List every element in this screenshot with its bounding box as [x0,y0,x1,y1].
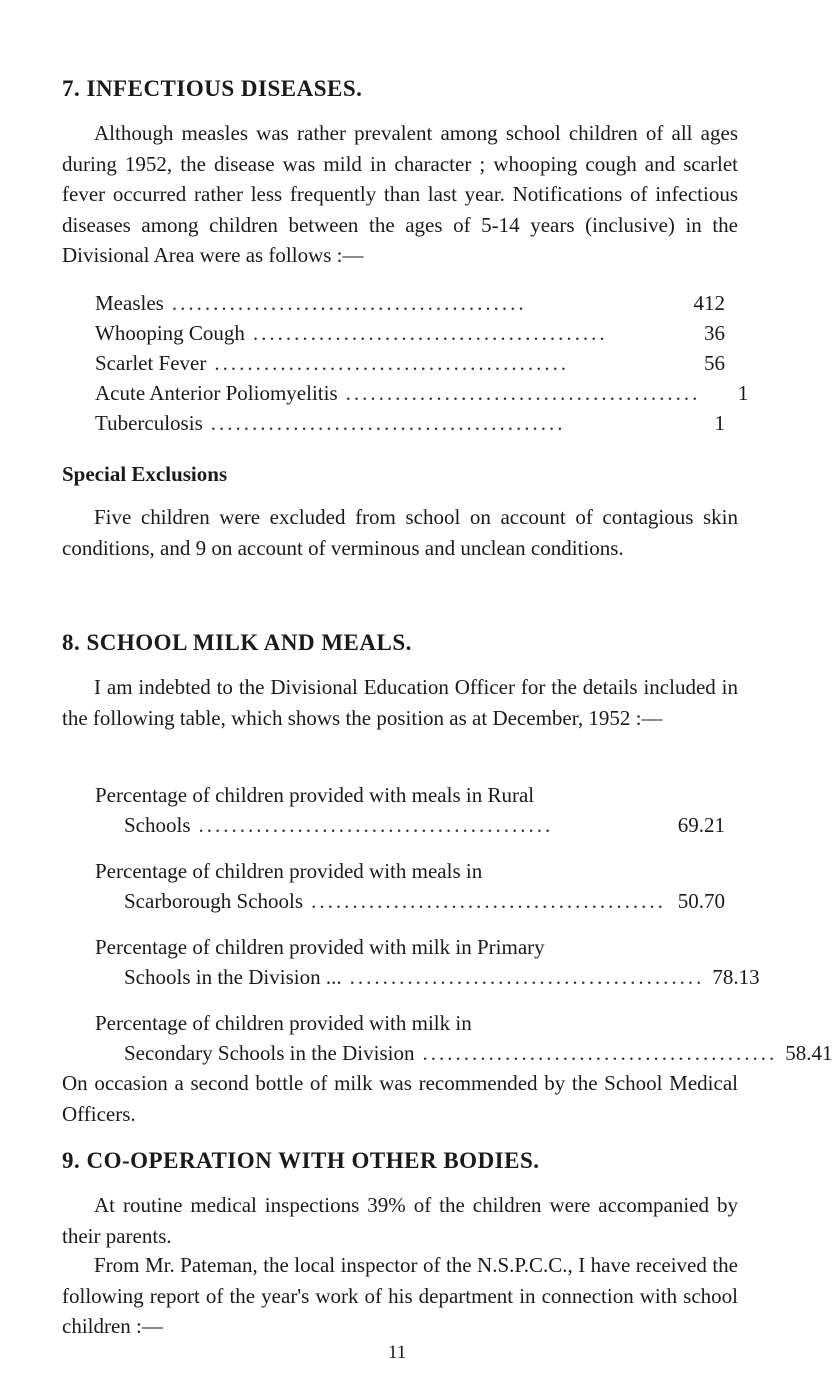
item-text-line2: Schools [124,813,191,837]
section-7-heading: 7. INFECTIOUS DISEASES. [62,76,363,101]
page-number: 11 [388,1342,407,1363]
list-item [95,1008,832,1068]
disease-name: Scarlet Fever [95,351,207,375]
section-9-heading: 9. CO-OPERATION WITH OTHER BODIES. [62,1148,540,1173]
disease-count: 36 [704,321,725,345]
leader-dots: ........................................... [349,965,705,989]
disease-count: 1 [714,411,725,435]
disease-name: Acute Anterior Poliomyelitis [95,381,338,405]
item-text-line1: Percentage of children provided with milk in Primary [95,935,545,959]
table-row [95,348,725,378]
item-percentage: 69.21 [677,813,725,837]
disease-count: 56 [704,351,725,375]
item-percentage: 78.13 [712,965,760,989]
table-row [95,318,725,348]
item-percentage: 50.70 [677,889,725,913]
disease-name: Tuberculosis [95,411,203,435]
item-percentage: 58.41 [785,1041,832,1065]
section-9-para-1: At routine medical inspections 39% of the children were accompanied by their parents. [62,1193,738,1248]
list-item [95,856,725,916]
table-row [95,378,749,408]
list-item [95,932,760,992]
item-text-line2: Secondary Schools in the Division [124,1041,415,1065]
table-row [95,408,725,438]
leader-dots: ........................................... [422,1041,778,1065]
item-text-line2: Schools in the Division ... [124,965,342,989]
item-text-line1: Percentage of children provided with milk in [95,1011,472,1035]
list-item [95,780,725,840]
leader-dots: ........................................... [345,381,701,405]
disease-count: 1 [737,381,749,405]
section-8-heading: 8. SCHOOL MILK AND MEALS. [62,630,412,655]
special-exclusions-text: Five children were excluded from school on account of contagious skin conditions, and 9 on account of verminous and unclean conditions. [62,505,738,560]
item-text-line1: Percentage of children provided with meals in Rural [95,783,535,807]
disease-name: Measles [95,291,164,315]
section-8-intro: I am indebted to the Divisional Education Officer for the details included in the following table, which shows the position as at December, 1952 :— [62,675,738,730]
section-7-intro: Although measles was rather prevalent among school children of all ages during 1952, the disease was mild in character ; whooping cough and scarlet fever occurred rather less frequently than last year. Notifications of infectious diseases among children between the ages of 5-14 years (inclusive) in the Divisional Area were as follows :— [62,121,738,267]
leader-dots: ........................................... [214,351,570,375]
leader-dots: ........................................... [210,411,566,435]
leader-dots: ........................................... [311,889,666,913]
item-text-line2: Scarborough Schools [124,889,304,913]
disease-name: Whooping Cough [95,321,245,345]
milk-note: On occasion a second bottle of milk was recommended by the School Medical Officers. [62,1071,738,1126]
leader-dots: ........................................... [171,291,527,315]
leader-dots: ........................................... [252,321,608,345]
section-9-para-2: From Mr. Pateman, the local inspector of the N.S.P.C.C., I have received the following report of the year's work of his department in connection with school children :— [62,1253,738,1338]
disease-count: 412 [693,291,725,315]
leader-dots: ........................................... [198,813,554,837]
item-text-line1: Percentage of children provided with meals in [95,859,483,883]
table-row [95,288,725,318]
special-exclusions-heading: Special Exclusions [62,462,228,486]
